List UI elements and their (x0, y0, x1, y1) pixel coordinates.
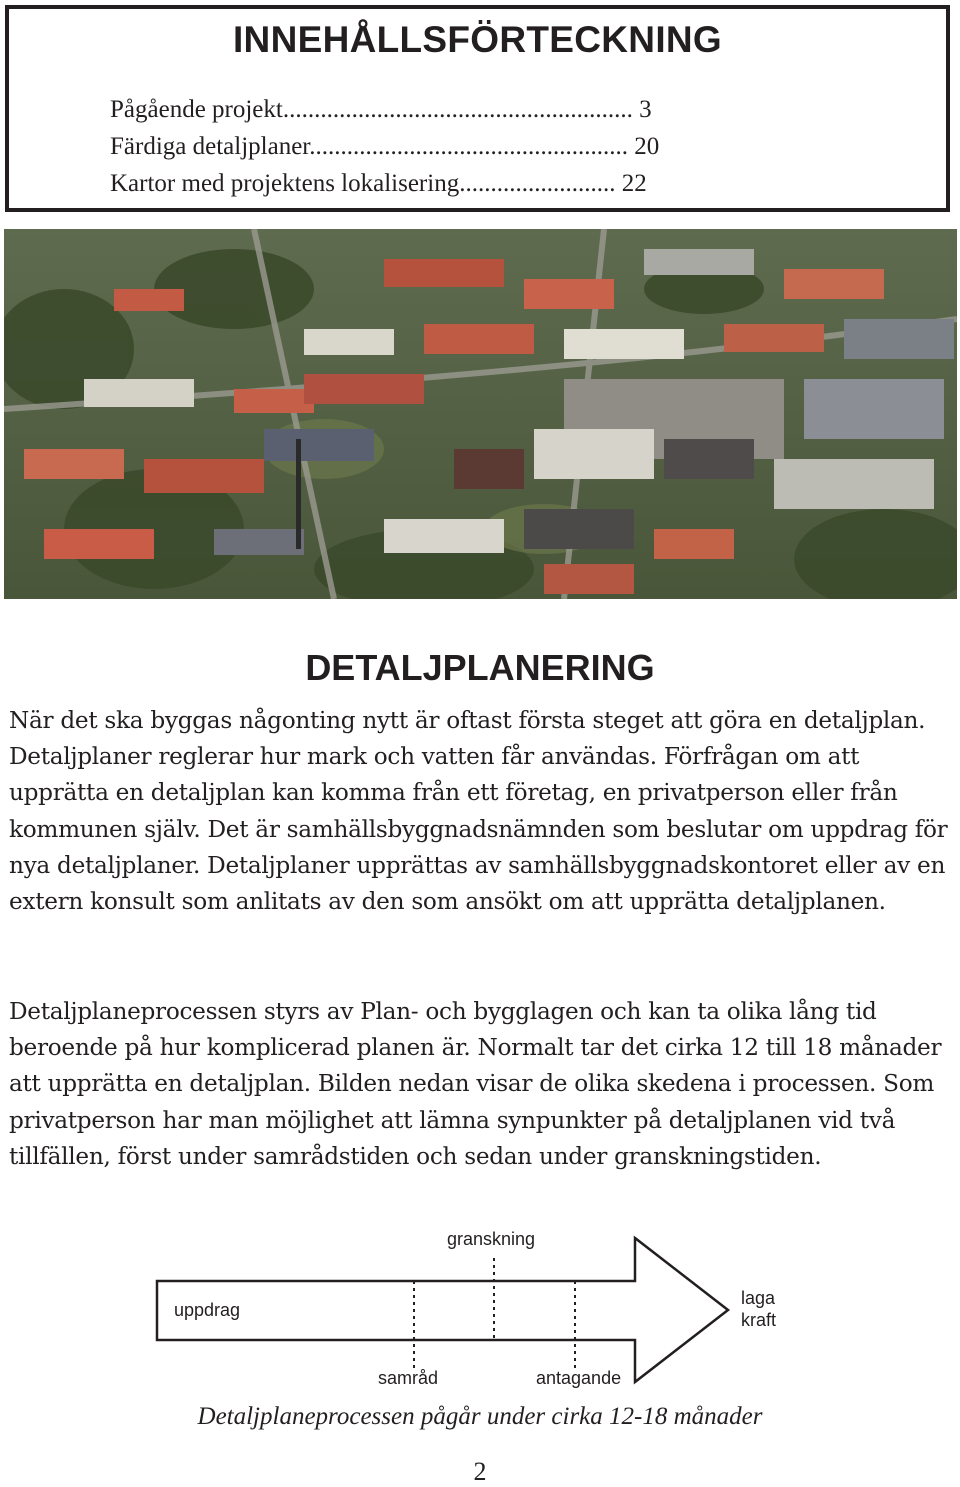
toc-title: INNEHÅLLSFÖRTECKNING (232, 19, 723, 60)
table-of-contents (5, 5, 950, 212)
toc-entry[interactable]: Pågående projekt........................................................ 3 (110, 96, 652, 123)
stage-label-antagande: antagande (536, 1368, 622, 1388)
paragraph: Detaljplaneprocessen styrs av Plan- och bygglagen och kan ta olika lång tid beroende på hur komplicerad planen är. Normalt tar det cirka 12 till 18 månader att upprätta en detaljplan. Bilden nedan visar de olika skedena i processen. Som privatperson har man möjlighet att lämna synpunkter på detaljplanen vid två tillfällen, först under samrådstiden och sedan under granskningstiden. (9, 998, 942, 1170)
stage-label-granskning: granskning (447, 1229, 536, 1249)
toc-entry[interactable]: Färdiga detaljplaner................................................... 20 (110, 133, 660, 160)
planning-process-diagram (0, 1220, 960, 1420)
stage-label-samrad: samråd (378, 1368, 439, 1388)
aerial-town-photo (4, 229, 957, 599)
paragraph: När det ska byggas någonting nytt är oftast första steget att göra en detaljplan. Detaljplaner reglerar hur mark och vatten får användas. Förfrågan om att upprätta en detaljplan kan komma från ett företag, en privatperson eller från kommunen själv. Det är samhällsbyggnadsnämnden som beslutar om uppdrag för nya detaljplaner. Detaljplaner upprättas av samhällsbyggnadskontoret eller av en extern konsult som anlitats av den som ansökt om att upprätta detaljplanen. (9, 707, 948, 916)
stage-label-kraft: kraft (741, 1310, 777, 1330)
page-number: 2 (473, 1457, 487, 1486)
section-title: DETALJPLANERING (305, 647, 655, 688)
toc-list (110, 91, 659, 202)
stage-label-laga: laga (741, 1288, 776, 1308)
stage-label-uppdrag: uppdrag (174, 1300, 241, 1320)
process-arrow (157, 1238, 728, 1382)
diagram-caption: Detaljplaneprocessen pågår under cirka 12-18 månader (197, 1403, 763, 1430)
toc-entry[interactable]: Kartor med projektens lokalisering......................... 22 (110, 170, 647, 197)
